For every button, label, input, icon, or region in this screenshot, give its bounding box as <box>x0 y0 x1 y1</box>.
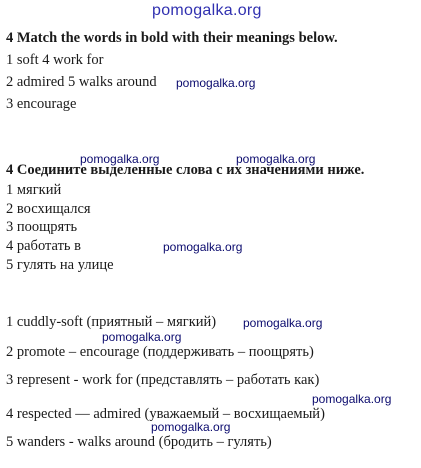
list-item: 2 восхищался <box>6 201 91 217</box>
watermark: pomogalka.org <box>102 330 182 344</box>
list-item: 3 encourage <box>6 96 77 112</box>
list-item: 5 гулять на улице <box>6 257 114 273</box>
exercise-heading-en: 4 Match the words in bold with their meanings below. <box>6 30 338 46</box>
exercise-heading-ru: 4 Соедините выделенные слова с их значениями ниже. <box>6 162 365 178</box>
list-item: 1 soft 4 work for <box>6 52 104 68</box>
list-item: 2 admired 5 walks around <box>6 74 157 90</box>
answer-item: 2 promote – encourage (поддерживать – поощрять) <box>6 344 314 360</box>
list-item: 3 поощрять <box>6 219 78 235</box>
watermark: pomogalka.org <box>80 152 160 166</box>
watermark: pomogalka.org <box>243 316 323 330</box>
watermark: pomogalka.org <box>312 392 392 406</box>
answer-item: 3 represent - work for (представлять – работать как) <box>6 372 320 388</box>
watermark: pomogalka.org <box>151 420 231 434</box>
list-item: 1 мягкий <box>6 182 62 198</box>
watermark: pomogalka.org <box>163 240 243 254</box>
watermark-top: pomogalka.org <box>152 2 262 19</box>
list-item: 4 работать в <box>6 238 81 254</box>
watermark: pomogalka.org <box>236 152 316 166</box>
answer-item: 5 wanders - walks around (бродить – гулять) <box>6 434 272 450</box>
answer-item: 4 respected — admired (уважаемый – восхищаемый) <box>6 406 325 422</box>
answer-item: 1 cuddly-soft (приятный – мягкий) <box>6 314 217 330</box>
watermark: pomogalka.org <box>176 76 256 90</box>
